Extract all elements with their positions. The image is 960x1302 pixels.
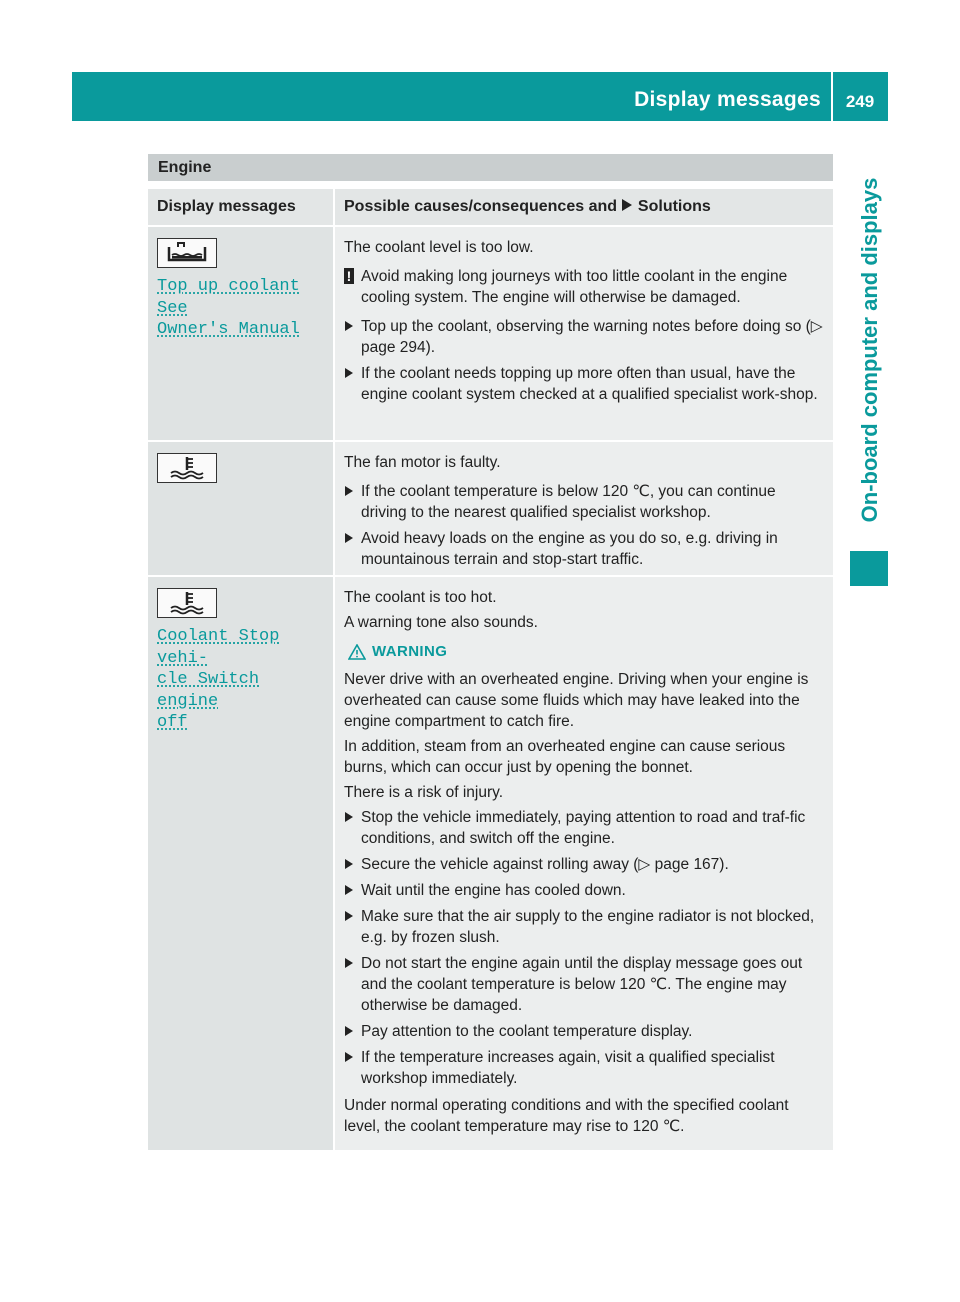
- warning-triangle-icon: [348, 644, 366, 660]
- message-cell: [148, 227, 335, 440]
- solution-step: Avoid heavy loads on the engine as you do so, e.g. driving in mountainous terrain and stop-start traffic.: [344, 528, 825, 570]
- message-cell: [148, 442, 335, 575]
- table-row: [148, 225, 833, 440]
- section-title: Engine: [158, 159, 212, 176]
- cause-text: The coolant is too hot.: [344, 589, 497, 606]
- warning-text: In addition, steam from an overheated engine can cause serious burns, which can occur just by opening the bonnet.: [344, 738, 786, 776]
- solution-step: If the temperature increases again, visit a qualified specialist workshop immediately.: [344, 1047, 825, 1089]
- solution-cell: [335, 227, 833, 440]
- cause-text: The fan motor is faulty.: [344, 454, 501, 471]
- section-bar: [148, 154, 833, 181]
- solution-step: If the coolant needs topping up more often than usual, have the engine coolant system checked at a qualified specialist work-shop.: [344, 363, 825, 405]
- chapter-marker-block: [850, 551, 888, 586]
- display-message-text: Top up coolant See Owner's Manual: [157, 277, 300, 339]
- warning-text: Never drive with an overheated engine. Driving when your engine is overheated can cause some fluids which may have leaked into the engine compartment to catch fire.: [344, 671, 809, 730]
- caution-note: ! Avoid making long journeys with too little coolant in the engine cooling system. The engine will otherwise be damaged.: [344, 266, 825, 308]
- page-header: [72, 72, 888, 121]
- column-header-causes: Possible causes/consequences and Solutions: [335, 189, 833, 225]
- chapter-label: On-board computer and displays: [857, 177, 882, 523]
- table-header-row: [148, 189, 833, 225]
- display-message-text: Coolant Stop vehi‐ cle Switch engine off: [157, 627, 280, 732]
- header-divider: [831, 72, 833, 121]
- table-row: [148, 575, 833, 1150]
- chapter-side-tab: [850, 160, 890, 540]
- solution-step: Pay attention to the coolant temperature display.: [344, 1021, 825, 1042]
- caution-exclamation-icon: !: [344, 268, 354, 284]
- solution-step: Do not start the engine again until the display message goes out and the coolant temperature is below 120 ℃. The engine may otherwise be damaged.: [344, 953, 825, 1016]
- warning-text: There is a risk of injury.: [344, 784, 504, 801]
- column-header-messages: Display messages: [148, 189, 335, 225]
- solution-step: Wait until the engine has cooled down.: [344, 880, 825, 901]
- coolant-temperature-icon: [157, 588, 217, 618]
- solution-step: If the coolant temperature is below 120 ℃, you can continue driving to the nearest qualified specialist workshop.: [344, 481, 825, 523]
- note-text: A warning tone also sounds.: [344, 614, 538, 631]
- solution-arrow-icon: [621, 198, 633, 212]
- message-cell: [148, 577, 335, 1150]
- solution-step: Top up the coolant, observing the warning notes before doing so (▷ page 294).: [344, 316, 825, 358]
- page-number: 249: [845, 92, 875, 111]
- solution-cell: [335, 442, 833, 575]
- warning-heading: WARNING: [348, 641, 825, 662]
- solution-step: Stop the vehicle immediately, paying attention to road and traf-fic conditions, and switch off the engine.: [344, 807, 825, 849]
- coolant-level-icon: [157, 238, 217, 268]
- header-title: Display messages: [634, 88, 821, 111]
- coolant-temperature-icon: [157, 453, 217, 483]
- solution-cell: [335, 577, 833, 1150]
- cause-text: The coolant level is too low.: [344, 239, 534, 256]
- solution-step: Secure the vehicle against rolling away (▷ page 167).: [344, 854, 825, 875]
- closing-text: Under normal operating conditions and with the specified coolant level, the coolant temperature may rise to 120 ℃.: [344, 1097, 789, 1135]
- solution-step: Make sure that the air supply to the engine radiator is not blocked, e.g. by frozen slush.: [344, 906, 825, 948]
- table-row: [148, 440, 833, 575]
- display-messages-table: [148, 189, 833, 1150]
